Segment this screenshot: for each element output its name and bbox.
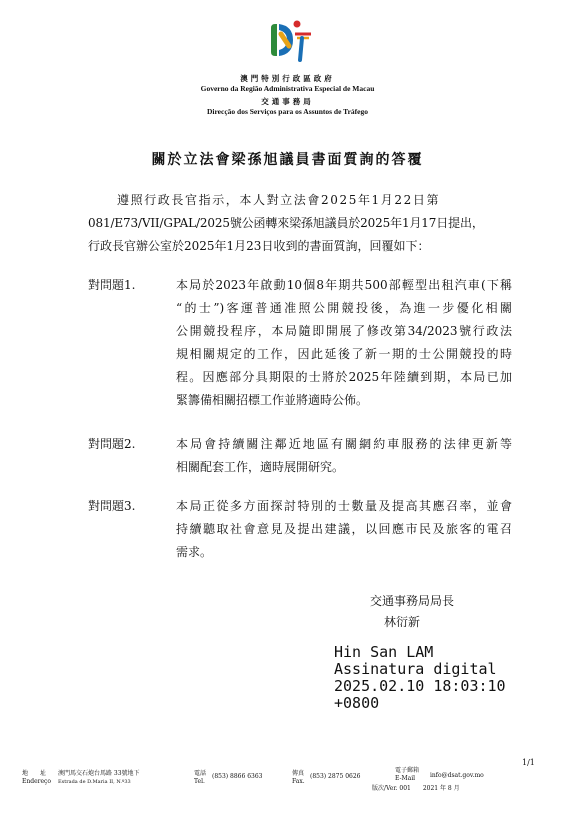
digital-signature-name: Hin San LAM	[334, 643, 434, 661]
signature-block	[370, 591, 454, 633]
answer-line: 相關配套工作，適時展開研究。	[176, 460, 345, 474]
footer-address-labels	[22, 770, 51, 786]
document-title: 關於立法會梁孫旭議員書面質詢的答覆	[151, 152, 424, 168]
intro-line: 081/E73/VII/GPAL/2025號公函轉來梁孫旭議員於2025年1月17日提出，	[88, 216, 484, 230]
phone-label-pt: Tel.	[194, 778, 205, 785]
answer-line: 公開競投程序，本局隨即開展了修改第34/2023號行政法	[176, 324, 512, 338]
footer-address	[58, 770, 140, 786]
answer-line: 程。因應部分具期限的士將於2025年陸續到期，本局已加	[176, 370, 512, 384]
intro-paragraph	[88, 189, 513, 258]
dsat-logo-icon	[267, 16, 315, 64]
answer-line: 需求。	[176, 545, 213, 559]
question-3-answer	[176, 495, 512, 564]
answer-line: 緊籌備相關招標工作並將適時公佈。	[176, 393, 369, 407]
government-name-cn: 澳門特別行政區政府	[240, 74, 335, 83]
digital-signature-label: Assinatura digital	[334, 660, 497, 678]
address-cn: 澳門馬交石炮台馬路 33號地下	[58, 770, 140, 777]
answer-line: 本局正從多方面探討特別的士數量及提高其應召率，並會	[176, 499, 512, 513]
phone-label-cn: 電話	[194, 770, 207, 777]
question-2-answer	[176, 433, 512, 479]
answer-line: 本局於2023年啟動10個8年期共500部輕型出租汽車(下稱	[176, 278, 512, 292]
address-label-pt: Endereço	[22, 778, 52, 785]
address-label-cn: 地 址	[22, 770, 47, 777]
fax-label-cn: 傳真	[292, 770, 305, 777]
digital-signature-timezone: +0800	[334, 694, 380, 712]
answer-line: 規相關規定的工作，因此延後了新一期的士公開競投的時	[176, 347, 512, 361]
government-name-pt: Governo da Região Administrativa Especial de Macau	[200, 84, 375, 93]
fax-label-pt: Fax.	[292, 778, 305, 785]
footer-fax-labels	[292, 770, 305, 786]
department-name-cn: 交通事務局	[261, 97, 314, 106]
email-label-cn: 電子郵箱	[395, 767, 420, 774]
digital-signature-datetime: 2025.02.10 18:03:10	[334, 677, 506, 695]
digital-signature	[334, 644, 506, 712]
phone-number: (853) 8866 6363	[212, 773, 263, 780]
question-3-label: 對問題3.	[88, 499, 136, 513]
question-2-label: 對問題2.	[88, 437, 136, 451]
document-version: 版次/Ver. 001 2021 年 8 月	[372, 785, 460, 792]
signatory-name: 林衍新	[384, 615, 421, 629]
department-name-pt: Direcção dos Serviços para os Assuntos de Tráfego	[206, 107, 369, 116]
signatory-position: 交通事務局局長	[370, 594, 455, 608]
email-address: info@dsat.gov.mo	[430, 772, 484, 779]
intro-line: 行政長官辦公室於2025年1月23日收到的書面質詢，回覆如下：	[88, 239, 430, 253]
question-1-label: 對問題1.	[88, 278, 136, 292]
answer-line: “的士”)客運普通准照公開競投後，為進一步優化相關	[176, 301, 512, 315]
answer-line: 本局會持續關注鄰近地區有關網約車服務的法律更新等	[176, 437, 512, 451]
question-1-answer	[176, 274, 512, 412]
fax-number: (853) 2875 0626	[310, 773, 361, 780]
address-pt: Estrada de D.Maria II, N.º33	[58, 779, 131, 785]
page-number: 1/1	[522, 758, 535, 767]
intro-line: 遵照行政長官指示，本人對立法會2025年1月22日第	[117, 193, 441, 207]
footer-email-labels	[395, 767, 419, 783]
email-label-pt: E-Mail	[395, 775, 416, 782]
footer-phone-labels	[194, 770, 206, 786]
answer-line: 持續聽取社會意見及提出建議，以回應市民及旅客的電召	[176, 522, 512, 536]
